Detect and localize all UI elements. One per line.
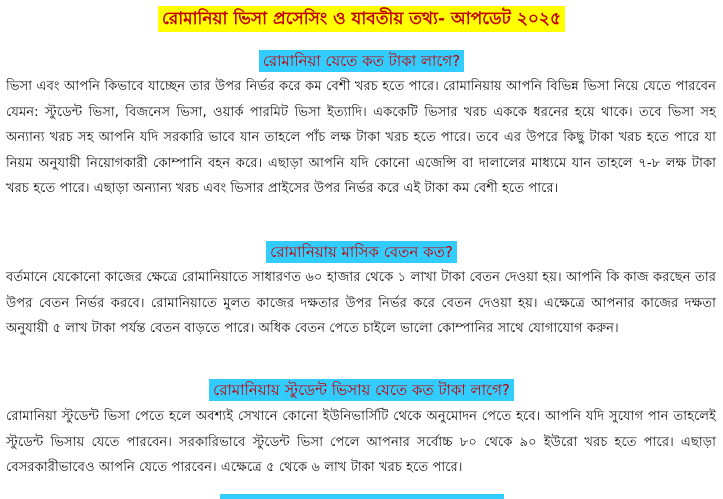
section-2-body: বর্তমানে যেকোনো কাজের ক্ষেত্রে রোমানিয়াতে সাধারণত ৬০ হাজার থেকে ১ লাখা টাকা বেতন দেওয়া হয়। আপনি কি কাজ করছেন তার উপর বেতন নির্ভর করবে। রোমানিয়াতে মুলত কাজের দক্ষতার উপর নির্ভর করে বেতন দেওয়া হয়। এক্ষেত্রে আপনার কাজের দক্ষতা অনুযায়ী ৫ লাখ টাকা পর্যন্ত বেতন বাড়তে পারে। অধিক বেতন পেতে চাইলে ভালো কোম্পানির সাথে যোগাযোগ করুন।: [6, 270, 716, 337]
page-title: রোমানিয়া ভিসা প্রসেসিং ও যাবতীয় তথ্য- আপডেট ২০২৫: [158, 6, 565, 32]
section-3-heading-row: [0, 379, 723, 401]
title-row: [0, 6, 723, 32]
section-1-heading-row: [0, 50, 723, 72]
section-2-heading-row: [0, 241, 723, 263]
section-heading: রোমানিয়া যেতে কত টাকা লাগে?: [259, 50, 464, 72]
section-heading: রোমানিয়ায় মাসিক বেতন কত?: [266, 241, 457, 263]
section-3-body: রোমানিয়া স্টুডেন্ট ভিসা পেতে হলে অবশ্যই সেখানে কোনো ইউনিভার্সিটি থেকে অনুমোদন পেতে হবে। আপনি যদি সুযোগ পান তাহলেই স্টুডেন্ট ভিসায় যেতে পারবেন। সরকারিভাবে স্টুডেন্ট ভিসা পেলে আপনার সর্বোচ্চ ৮০ থেকে ৯০ ইউরো খরচ হতে পারে। এছাড়া বেসরকারীভাবেও আপনি যেতে পারবেন। এক্ষেত্রে ৫ থেকে ৬ লাখ টাকা খরচ হতে পারে।: [6, 409, 716, 476]
next-heading-cutoff: [220, 494, 504, 499]
section-1-body: ভিসা এবং আপনি কিভাবে যাচ্ছেন তার উপর নির্ভর করে কম বেশী খরচ হতে পারে। রোমানিয়ায় আপনি বিভিন্ন ভিসা নিয়ে যেতে পারবেন যেমন: স্টুডেন্ট ভিসা, বিজনেস ভিসা, ওয়ার্ক পারমিট ভিসা ইত্যাদি। এককেটি ভিসার খরচ এককে ধরনের হয়ে থাকে। তবে ভিসা সহ অন্যান্য খরচ সহ আপনি যদি সরকারি ভাবে যান তাহলে পাঁচ লক্ষ টাকা খরচ হতে পারে। তবে এর উপরে কিছু টাকা খরচ হতে পারে যা নিয়ম অনুযায়ী নিয়োগকারী কোম্পানি বহন করে। এছাড়া আপনি যদি কোনো এজেন্সি বা দালালের মাধ্যমে যান তাহলে ৭-৮ লক্ষ টাকা খরচ হতে পারে। এছাড়া অন্যান্য খরচ এবং ভিসার প্রাইসের উপর নির্ভর করে এই টাকা কম বেশী হতে পারে।: [6, 79, 716, 197]
section-heading: রোমানিয়ায় স্টুডেন্ট ভিসায় যেতে কত টাকা লাগে?: [209, 379, 514, 401]
